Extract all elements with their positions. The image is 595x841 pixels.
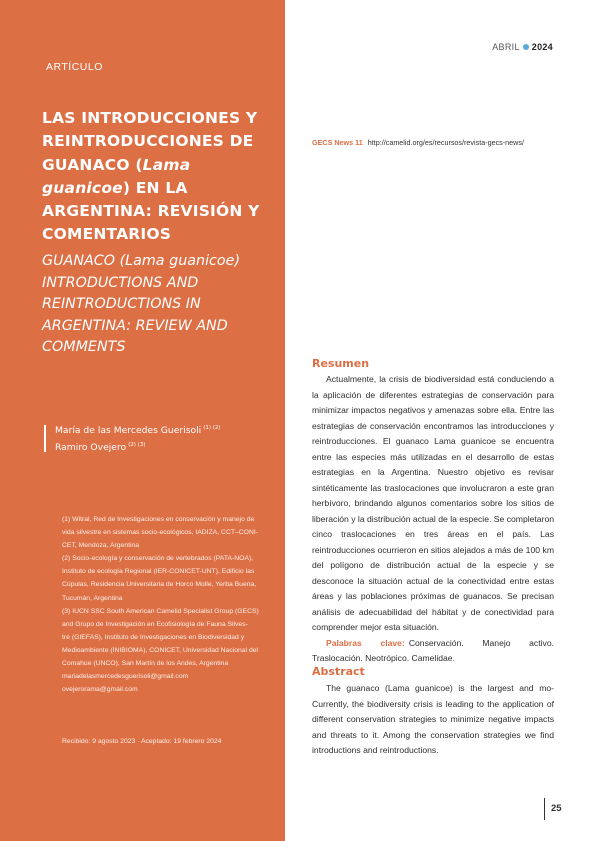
title-spanish-part2: ) EN LA ARGENTINA: REVISIÓN Y COMENTARIOS	[42, 178, 260, 244]
author-1: María de las Mercedes Guerisoli $^{(1) (2)}$	[55, 425, 221, 436]
affiliation-line: Comahue (UNCO), San Martín de los Andes, Argentina	[62, 660, 229, 668]
authors-divider	[44, 425, 46, 452]
issue-year: 2024	[531, 42, 553, 52]
gecs-url-link[interactable]: http://camelid.org/es/recursos/revista-gecs-news/	[367, 138, 524, 147]
title-english: GUANACO (Lama guanicoe) INTRODUCTIONS AND REINTRODUCTIONS IN ARGENTINA: REVIEW AND COMMENTS	[42, 253, 241, 356]
authors-block	[55, 421, 221, 455]
affiliations-block	[62, 513, 278, 696]
keywords	[312, 636, 554, 667]
gecs-label: GECS News 11	[312, 138, 363, 147]
affiliation-line: and Grupo de Investigación en Ecofisiología de Fauna Silves-	[62, 620, 248, 628]
affiliation-line: CET, Mendoza, Argentina	[62, 542, 140, 550]
affiliation-line: Medioambiente (INIBIOMA), CONICET, Universidad Nacional del	[62, 646, 259, 654]
affiliation-line: Instituto de ecología Regional (IER-CONICET-UNT), Edificio las	[62, 568, 255, 576]
email-link[interactable]: mariadelasmercedesguerisoli@gmail.com	[62, 673, 189, 681]
dot-icon	[523, 44, 529, 50]
abstract-heading: Abstract	[312, 665, 365, 678]
resumen-heading: Resumen	[312, 357, 370, 370]
affiliation-line: vida silvestre en sistemas socio-ecológicos, IADIZA, CCT–CONI-	[62, 529, 259, 537]
author-2-affiliation: (2) (3)	[128, 442, 146, 448]
keywords-label: Palabras clave:	[326, 637, 405, 648]
affiliation-line: Cúpulas, Residencia Universitaria de Horco Molle, Yerba Buena,	[62, 581, 257, 589]
title-spanish-species: Lama guanicoe	[42, 155, 191, 197]
issue-date	[492, 42, 553, 52]
affiliation-line: (3) IUCN SSC South American Camelid Specialist Group (GECS)	[62, 607, 259, 615]
affiliation-line: (2) Socio-ecología y conservación de vertebrados (PATA-NOA),	[62, 555, 254, 563]
abstract-body	[312, 681, 554, 759]
title-spanish	[42, 107, 274, 247]
orange-sidebar	[0, 0, 285, 841]
affiliation-line: tre (GIEFAS), Instituto de Investigaciones en Biodiversidad y	[62, 633, 245, 641]
affiliation-line: Tucumán, Argentina	[62, 594, 123, 602]
abstract-paragraph: The guanaco (Lama guanicoe) is the largest and mo- Currently, the biodiversity crisis is leading to the application of different conservation strategies to minimize negative impacts and threats to it. Among the conservation strategies we find introductions and reintroductions.	[312, 683, 554, 755]
gecs-news-reference	[312, 138, 524, 147]
resumen-body	[312, 372, 554, 667]
issue-month: ABRIL	[492, 42, 520, 52]
resumen-paragraph: Actualmente, la crisis de biodiversidad está conduciendo a la aplicación de diferentes estrategias de conservación para minimizar impactos negativos y amenazas sobre ella. Entre las estrategias de conservación encontramos las introducciones y reintroducciones. El guanaco Lama guanicoe se encuentra entre las especies más utilizadas en el desarrollo de estas estrategias en la Argentina. Nuestro objetivo es revisar sintéticamente las traslocaciones que involucraron a este gran herbívoro, brindando algunos comentarios sobre los sitios de liberación y la distribución actual de la especie. Se completaron cinco traslocaciones en tres áreas en el país. Las reintroducciones ocurrieron en sitios alejados a más de 100 km del polígono de distribución actual de la especie y se desconoce la situación actual de la conectividad entre estas áreas y las poblaciones próximas de guanacos. Se precisan análisis de adecuabilidad del hábitat y de conectividad para comprender mejor esta situación.	[312, 374, 554, 632]
author-1-affiliation: (1) (2)	[203, 425, 221, 431]
affiliation-line: (1) Witral, Red de Investigaciones en conservación y manejo de	[62, 516, 255, 523]
author-2: Ramiro Ovejero $^{(2) (3)}$	[55, 442, 146, 453]
keywords-list: Conservación. Manejo activo. Traslocación. Neotrópico. Camelidae.	[312, 637, 554, 663]
email-link[interactable]: ovejerorama@gmail.com	[62, 686, 138, 694]
title-spanish-part1: LAS INTRODUCCIONES Y REINTRODUCCIONES DE GUANACO (	[42, 109, 258, 174]
received-accepted-dates: Recibido: 9 agosto 2023 · Aceptado: 19 febrero 2024	[62, 738, 222, 745]
article-type-label: ARTÍCULO	[46, 61, 103, 73]
page-number-divider	[544, 798, 545, 820]
page-number: 25	[551, 803, 562, 814]
